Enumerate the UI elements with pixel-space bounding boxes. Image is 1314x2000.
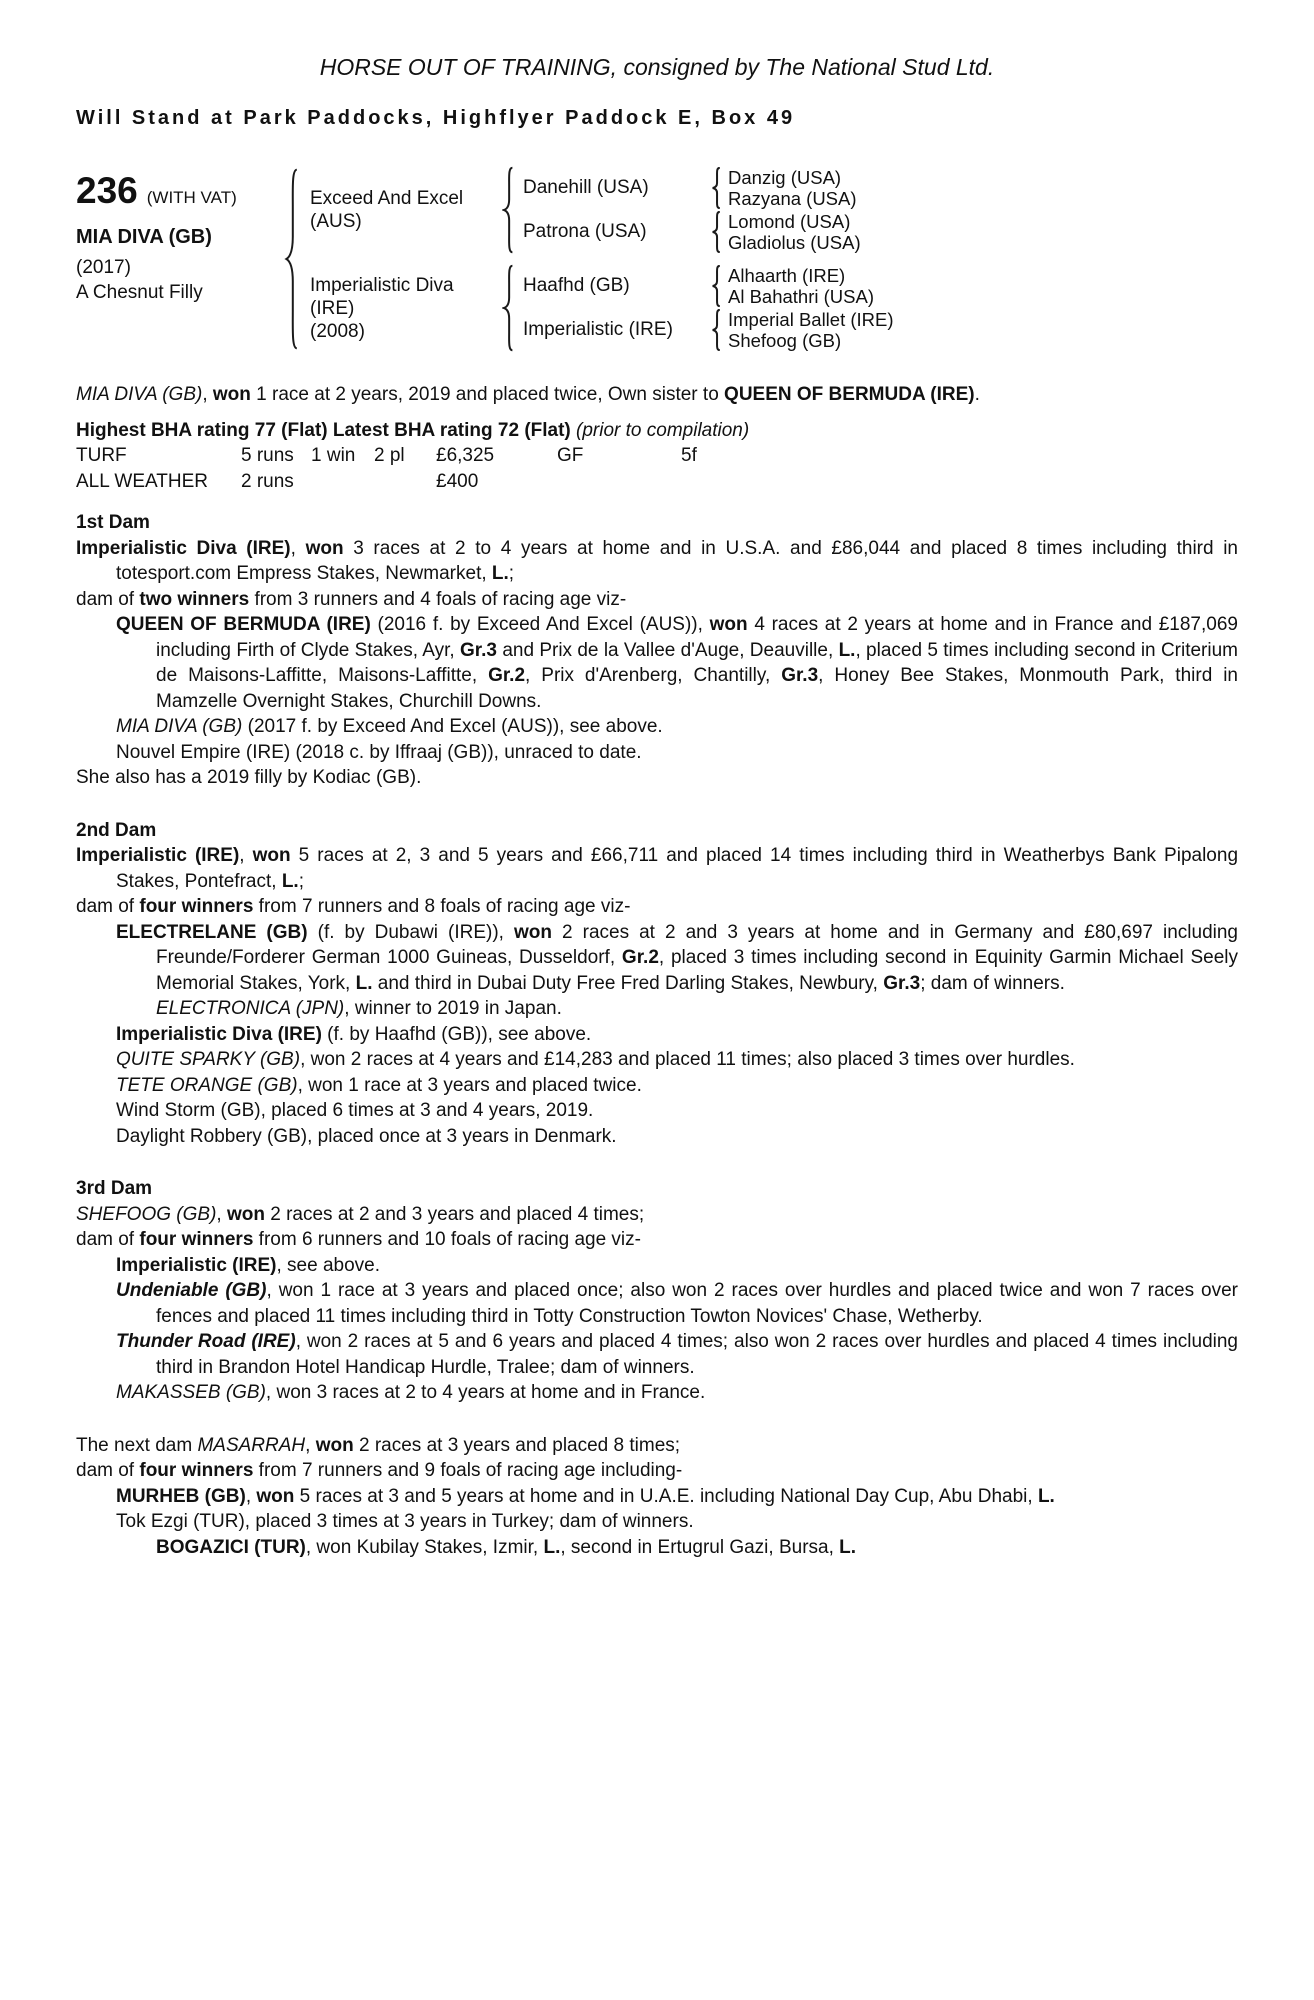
lead-section (76, 382, 1238, 408)
text-segment: from 7 runners and 9 foals of racing age including- (253, 1460, 683, 1481)
text-segment: , placed 3 times including second in Equinity Garmin Michael Seely Memorial Stakes, York, (156, 947, 1239, 994)
text-segment: , (216, 1203, 227, 1225)
sire-sire-name: Danehill (USA) (523, 177, 649, 198)
text-segment: from 3 runners and 4 foals of racing age viz- (249, 588, 627, 610)
text-segment: won (226, 1203, 265, 1225)
text-segment: , (290, 537, 306, 559)
dam2-produce-note (76, 894, 1238, 920)
entry-tete-orange (76, 1073, 1238, 1099)
text-segment: ; (508, 563, 515, 584)
text-segment: , Honey Bee Stakes, Monmouth Park, third in Mamzelle Overnight Stakes, Churchill Downs. (156, 665, 1238, 712)
text-segment: 1st Dam (76, 512, 150, 533)
text-segment: 2nd Dam (76, 819, 157, 841)
text-segment: BOGAZICI (TUR) (156, 1536, 306, 1558)
text-segment: Nouvel Empire (IRE) (2018 c. by Iffraaj (GB)), unraced to date. (116, 741, 642, 763)
text-segment: Thunder Road (IRE) (116, 1331, 296, 1352)
text-segment: 3 races at 2 to 4 years at home and in U.S.A. and £86,044 and placed 8 times including third in totesport.com Empress Stakes, Newmarket, (116, 537, 1239, 584)
dam4-produce-note (76, 1458, 1238, 1484)
text-segment: TETE ORANGE (GB) (116, 1074, 298, 1096)
dam-sire-dam-name: Al Bahathri (USA) (728, 286, 874, 307)
entry-queen-of-bermuda (76, 612, 1238, 714)
turf-going: GF (557, 445, 584, 466)
horse-name: MIA DIVA (GB) (76, 226, 212, 248)
consignment-header: HORSE OUT OF TRAINING, consigned by The National Stud Ltd. (319, 54, 995, 80)
dam-dam-brace-icon (711, 309, 722, 351)
text-segment: , second in Ertugrul Gazi, Bursa, (560, 1536, 840, 1558)
text-segment: , won 3 races at 2 to 4 years at home and in France. (265, 1382, 706, 1403)
entry-electronica (76, 996, 1238, 1022)
text-segment: Imperialistic Diva (IRE) (76, 537, 291, 559)
text-segment: , won Kubilay Stakes, Izmir, (305, 1536, 544, 1558)
text-segment: MASARRAH (197, 1434, 306, 1456)
sire-dam-name: Patrona (USA) (523, 221, 647, 242)
text-segment: four winners (139, 1460, 254, 1481)
bha-ratings-note (76, 418, 1238, 444)
text-segment: from 6 runners and 10 foals of racing age viz- (253, 1229, 641, 1250)
color-sex-description: A Chesnut Filly (76, 282, 203, 303)
sire-branch (310, 166, 894, 254)
text-segment: , see above. (276, 1254, 381, 1276)
entry-thunder-road (76, 1329, 1238, 1380)
entry-imperialistic (76, 1253, 1238, 1279)
dam-dam-sire-name: Imperial Ballet (IRE) (728, 309, 894, 330)
heading-2nd-dam (76, 818, 1238, 844)
text-segment: SHEFOOG (GB) (76, 1203, 217, 1225)
entry-makasseb (76, 1380, 1238, 1406)
pedigree-table (76, 166, 1238, 352)
text-segment: 2 races at 3 years and placed 8 times; (353, 1434, 681, 1456)
turf-runs: 5 runs (241, 445, 294, 466)
dam3-intro (76, 1202, 1238, 1228)
text-segment: , won 2 races at 4 years and £14,283 and placed 11 times; also placed 3 times over hurdles. (300, 1049, 1075, 1070)
sire-sire-dam-name: Razyana (USA) (728, 188, 857, 209)
text-segment: MIA DIVA (GB) (116, 716, 243, 737)
text-segment: L. (281, 870, 299, 892)
entry-electrelane (76, 920, 1238, 997)
text-segment: (2017 f. by Exceed And Excel (AUS)), see above. (242, 716, 663, 737)
text-segment: 4 races at 2 years at home and in France and £187,069 including Firth of Clyde Stakes, Ayr, (156, 614, 1238, 661)
note-2019-filly (76, 765, 1238, 791)
dam1-intro (76, 536, 1238, 587)
text-segment: Gr.3 (460, 639, 497, 661)
entry-imperialistic-diva (76, 1022, 1238, 1048)
dam-dam-name: Imperialistic (IRE) (523, 319, 673, 340)
ratings-table (76, 443, 1238, 494)
entry-daylight-robbery (76, 1124, 1238, 1150)
text-segment: Imperialistic (IRE) (116, 1254, 277, 1276)
text-segment: 5 races at 3 and 5 years at home and in U.A.E. including National Day Cup, Abu Dhabi, (294, 1485, 1038, 1507)
dam-sire-name: Haafhd (GB) (523, 275, 630, 296)
sire-dam-dam-name: Gladiolus (USA) (728, 232, 861, 253)
sire-name: Exceed And Excel (310, 188, 464, 209)
entry-mia-diva (76, 714, 1238, 740)
text-segment: , won 1 race at 3 years and placed twice. (297, 1074, 642, 1096)
catalogue-body (76, 510, 1238, 1560)
text-segment: L. (491, 563, 509, 584)
entry-undeniable (76, 1278, 1238, 1329)
entry-murheb (76, 1484, 1238, 1510)
aw-earnings: £400 (436, 470, 479, 492)
text-segment: ELECTRELANE (GB) (116, 921, 308, 943)
text-segment: MIA DIVA (GB) (76, 384, 203, 405)
dam-name: Imperialistic Diva (310, 274, 454, 296)
text-segment: , (202, 384, 213, 405)
text-segment: won (252, 845, 291, 866)
aw-wins (311, 469, 374, 495)
text-segment: ELECTRONICA (JPN) (156, 998, 345, 1019)
text-segment: , (305, 1434, 316, 1456)
lot-number: 236 (76, 170, 138, 211)
lot-summary (76, 166, 284, 305)
text-segment: Gr.2 (488, 665, 526, 686)
pedigree-tree (310, 166, 894, 352)
sire-dam-brace-icon (711, 211, 722, 253)
text-segment: 3rd Dam (76, 1178, 153, 1199)
bha-ratings-section (76, 418, 1238, 495)
text-segment: and Prix de la Vallee d'Auge, Deauville, (497, 639, 839, 661)
text-segment: won (514, 921, 552, 943)
text-segment: The next dam (76, 1434, 198, 1456)
text-segment: , (239, 845, 253, 866)
aw-distance (681, 469, 1238, 495)
dam-sire-brace-icon (711, 265, 722, 307)
text-segment: Daylight Robbery (GB), placed once at 3 years in Denmark. (116, 1125, 617, 1147)
dam-year: (2008) (310, 320, 365, 342)
text-segment: (prior to compilation) (576, 419, 750, 441)
text-segment: QUEEN OF BERMUDA (IRE) (724, 384, 975, 405)
text-segment: won (315, 1434, 354, 1456)
text-segment: , won 2 races at 5 and 6 years and placed 4 times; also won 2 races over hurdles and placed 4 times including third in Brandon Hotel Handicap Hurdle, Tralee; dam of winners. (156, 1331, 1238, 1378)
text-segment: Gr.3 (883, 972, 921, 994)
text-segment: Wind Storm (GB), placed 6 times at 3 and 4 years, 2019. (116, 1100, 594, 1121)
sire-dam-sire-name: Lomond (USA) (728, 211, 851, 232)
text-segment: Tok Ezgi (TUR), placed 3 times at 3 years in Turkey; dam of winners. (116, 1511, 694, 1532)
turf-places: 2 pl (374, 445, 405, 466)
text-segment: Imperialistic Diva (IRE) (116, 1023, 322, 1045)
next-dam-paragraph (76, 1433, 1238, 1459)
text-segment: won (305, 537, 344, 559)
text-segment: won (256, 1485, 295, 1507)
lead-paragraph (76, 382, 1238, 408)
text-segment: L. (355, 972, 373, 994)
text-segment: , Prix d'Arenberg, Chantilly, (525, 665, 782, 686)
heading-1st-dam (76, 510, 1238, 536)
text-segment: two winners (139, 588, 250, 610)
pedigree-main-brace-icon (284, 166, 300, 352)
sire-sire-brace-icon (711, 167, 722, 209)
dam1-produce-note (76, 587, 1238, 613)
text-segment: Highest BHA rating 77 (Flat) Latest BHA rating 72 (Flat) (76, 419, 577, 441)
text-segment: Gr.2 (621, 947, 659, 968)
sire-brace-icon (502, 166, 515, 254)
text-segment: L. (839, 1536, 857, 1558)
text-segment: and third in Dubai Duty Free Fred Darling Stakes, Newbury, (372, 972, 884, 994)
text-segment: dam of (76, 1229, 140, 1250)
text-segment: QUITE SPARKY (GB) (116, 1049, 301, 1070)
text-segment: four winners (139, 1229, 254, 1250)
text-segment: She also has a 2019 filly by Kodiac (GB). (76, 767, 422, 788)
heading-3rd-dam (76, 1176, 1238, 1202)
text-segment: dam of (76, 588, 140, 610)
sire-sire-sire-name: Danzig (USA) (728, 167, 842, 188)
text-segment: ; dam of winners. (920, 972, 1065, 994)
text-segment: MAKASSEB (GB) (116, 1382, 266, 1403)
text-segment: (f. by Dubawi (IRE)), (307, 921, 514, 943)
text-segment: L. (1037, 1485, 1055, 1507)
entry-nouvel-empire (76, 740, 1238, 766)
text-segment: Imperialistic (IRE) (76, 845, 240, 866)
text-segment: dam of (76, 1460, 140, 1481)
stand-location: Will Stand at Park Paddocks, Highflyer Paddock E, Box 49 (76, 107, 796, 129)
dam2-intro (76, 843, 1238, 894)
dam-country: (IRE) (310, 297, 355, 319)
aw-going (557, 469, 681, 495)
text-segment: 2 races at 2 and 3 years and placed 4 times; (264, 1203, 645, 1225)
text-segment: 5 races at 2, 3 and 5 years and £66,711 and placed 14 times including third in Weatherbys Bank Pipalong Stakes, Pontefract, (116, 845, 1239, 892)
dam-branch (310, 264, 894, 352)
text-segment: MURHEB (GB) (116, 1485, 246, 1507)
text-segment: , placed 5 times including second in Criterium de Maisons-Laffitte, Maisons-Laffitte, (156, 639, 1238, 686)
aw-runs: 2 runs (241, 470, 294, 492)
text-segment: , (245, 1485, 257, 1507)
aw-places (374, 469, 436, 495)
text-segment: L. (838, 639, 856, 661)
text-segment: four winners (139, 896, 254, 917)
entry-wind-storm (76, 1098, 1238, 1124)
dam3-produce-note (76, 1227, 1238, 1253)
text-segment: ; (298, 870, 304, 892)
turf-surface-label: TURF (76, 445, 127, 466)
turf-wins: 1 win (311, 445, 356, 466)
aw-surface-label: ALL WEATHER (76, 470, 208, 492)
dam-sire-sire-name: Alhaarth (IRE) (728, 265, 846, 286)
dam-dam-dam-name: Shefoog (GB) (728, 330, 842, 351)
text-segment: (2016 f. by Exceed And Excel (AUS)), (370, 614, 710, 635)
text-segment: (f. by Haafhd (GB)), see above. (321, 1023, 592, 1045)
turf-earnings: £6,325 (436, 445, 495, 466)
entry-quite-sparky (76, 1047, 1238, 1073)
turf-distance: 5f (681, 445, 697, 466)
text-segment: won (709, 614, 748, 635)
text-segment: won (212, 384, 251, 405)
text-segment: QUEEN OF BERMUDA (IRE) (116, 614, 371, 635)
sire-country: (AUS) (310, 211, 362, 232)
text-segment: , won 1 race at 3 years and placed once; also won 2 races over hurdles and placed twice and won 7 races over fences and placed 11 times including third in Totty Construction Towton Novices' Chase, Wetherby. (156, 1280, 1238, 1327)
text-segment: 2 races at 2 and 3 years at home and in Germany and £80,697 including Freunde/Forderer German 1000 Guineas, Dusseldorf, (156, 921, 1238, 968)
text-segment: L. (543, 1536, 561, 1558)
text-segment: , winner to 2019 in Japan. (344, 998, 562, 1019)
entry-tok-ezgi (76, 1509, 1238, 1535)
text-segment: dam of (76, 896, 140, 917)
text-segment: Gr.3 (781, 665, 819, 686)
text-segment: 1 race at 2 years, 2019 and placed twice, Own sister to (250, 384, 725, 405)
text-segment: . (974, 384, 980, 405)
entry-bogazici (76, 1535, 1238, 1561)
text-segment: from 7 runners and 8 foals of racing age viz- (253, 896, 631, 917)
vat-note: (WITH VAT) (146, 188, 237, 207)
foaling-year: (2017) (76, 257, 131, 278)
dam-brace-icon (502, 264, 515, 352)
text-segment: Undeniable (GB) (116, 1280, 267, 1301)
